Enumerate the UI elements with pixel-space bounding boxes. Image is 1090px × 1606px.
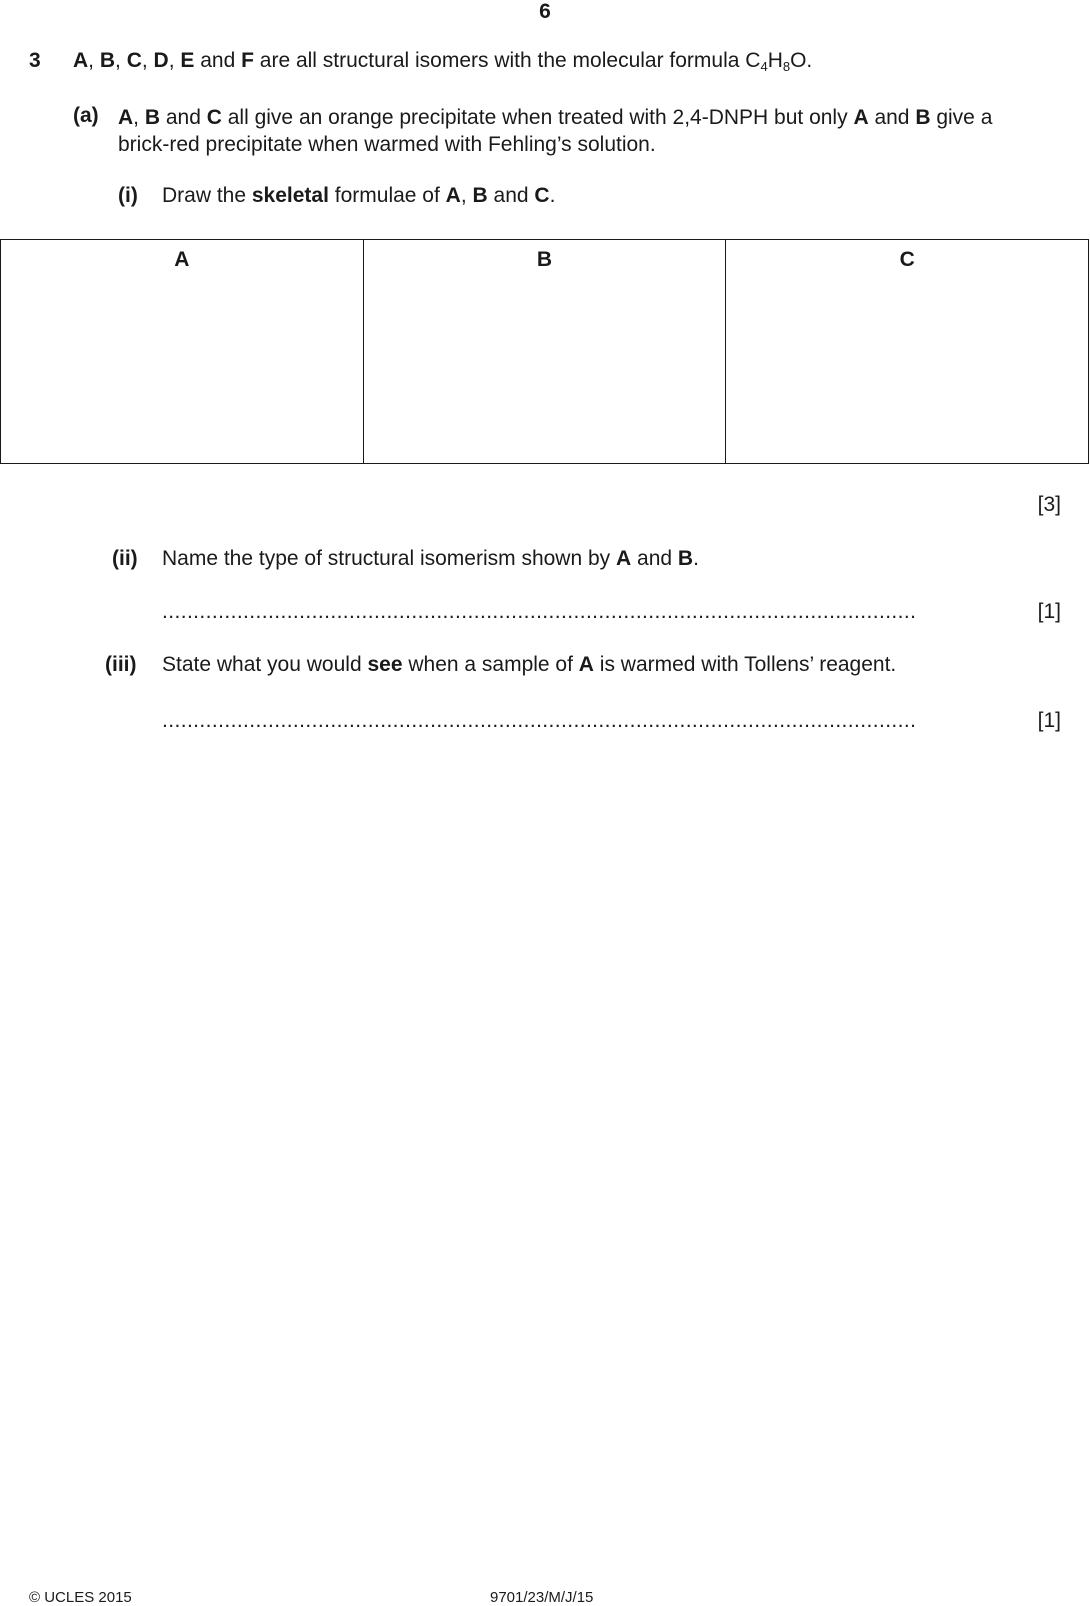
sub-iii-label: (iii) — [105, 653, 137, 676]
answer-line-sub-iii[interactable]: ......................................................................................................................... — [162, 709, 917, 732]
sub-ii-text: Name the type of structural isomerism shown by A and B. — [162, 547, 699, 570]
sub-i-label: (i) — [118, 184, 138, 207]
answer-box-c[interactable] — [726, 240, 1089, 464]
part-a-label: (a) — [73, 104, 99, 127]
sub-i-text: Draw the skeletal formulae of A, B and C. — [162, 184, 556, 207]
footer-copyright: © UCLES 2015 — [29, 1589, 132, 1606]
question-stem: A, B, C, D, E and F are all structural isomers with the molecular formula $C_4H_8O$. — [73, 49, 813, 74]
question-number: 3 — [29, 49, 41, 72]
answer-box-a-label: A — [174, 248, 190, 271]
answer-box-c-label: C — [899, 248, 915, 271]
sub-iii-text: State what you would see when a sample of A is warmed with Tollens’ reagent. — [162, 653, 897, 676]
sub-ii-label: (ii) — [112, 547, 138, 570]
part-a-line-2: brick-red precipitate when warmed with Fehling’s solution. — [118, 133, 656, 156]
skeletal-formula-answer-table — [0, 239, 1089, 464]
marks-sub-ii: [1] — [1037, 600, 1061, 623]
part-a-text — [118, 104, 992, 158]
marks-sub-i: [3] — [1037, 493, 1061, 516]
footer-paper-code: 9701/23/M/J/15 — [490, 1589, 594, 1606]
part-a-line-1: A, B and C all give an orange precipitate when treated with 2,4-DNPH but only A and B give a — [118, 106, 993, 129]
answer-line-sub-ii[interactable]: ......................................................................................................................... — [162, 600, 917, 623]
marks-sub-iii: [1] — [1037, 709, 1061, 732]
answer-box-a[interactable] — [1, 240, 364, 464]
page-number: 6 — [539, 0, 551, 23]
answer-box-b[interactable] — [363, 240, 726, 464]
answer-box-b-label: B — [536, 248, 553, 271]
